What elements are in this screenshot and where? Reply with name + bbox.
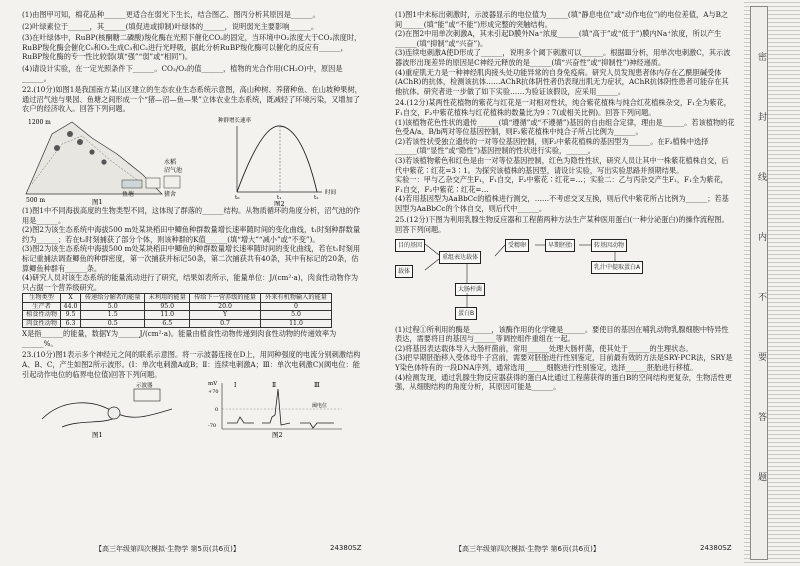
- seal-char: 线: [758, 173, 768, 183]
- question-21-2: (2)叶绿素位于______，其______(填促进或抑制)叶绿体的______，说明弱光主要影响______。: [22, 21, 319, 31]
- table-header-row: [23, 294, 332, 303]
- oscilloscope-label: 示波器: [136, 383, 153, 390]
- fig2-ylabel: 种群增长速率: [218, 117, 252, 124]
- table-cell: 44.0: [61, 302, 81, 311]
- table-cell: 0.5: [81, 319, 145, 328]
- question-23-1: (1)图1中未标出刺激时，示波器显示的电位值为______(填“静息电位”或“动作电位”)的电位差值，A与B之间______(填“能”或“不能”)形成完整的突触结构。: [395, 10, 729, 29]
- fig1-label-rice: 水稻: [164, 158, 177, 166]
- table-cell: 6.5: [145, 319, 190, 328]
- question-23-3: (3)连续电刺激A使D形成了______，说明多个阈下刺激可以______。根据Ⅲ分析，用单次电刺激C，其示波器波形出现差异的原因是C神经元释放的是______(填“兴奋性”或“抑制性”)神经递质。: [395, 48, 731, 67]
- footer-right-code: 24380SZ: [700, 544, 732, 552]
- flow-arrows: [395, 235, 655, 325]
- table-header-cell: 未利用的能量: [145, 294, 190, 303]
- table-header-cell: 传给下一营养级的能量: [190, 294, 261, 303]
- table-cell: 5.0: [261, 311, 332, 320]
- question-21-4: (4)请设计实验，在一定光照条件下______。CO₂/O₂的值______，植物的光合作用(CH₂O)中，原因是______。: [22, 63, 343, 83]
- table-cell: 植食性动物: [23, 311, 61, 320]
- fig1-label-500: 500 m: [26, 196, 46, 204]
- left-page: [22, 10, 362, 540]
- flow-node-recombinant: 重组表达载体: [439, 251, 481, 265]
- fig2-t2: t₂: [314, 194, 319, 201]
- fig4-II: Ⅱ: [272, 382, 277, 390]
- table-cell: 95.0: [145, 302, 190, 311]
- ecology-diagram-svg: [22, 114, 352, 206]
- question-22-4: (4)研究人员对该生态系统的能量流动进行了研究，结果如表所示，能量单位：J/(cm²·a)，肉食性动物作为只占据一个营养级研究。: [22, 273, 359, 292]
- fig4-title: 图2: [272, 431, 283, 440]
- flow-node-ecoli: 大肠杆菌: [455, 283, 485, 297]
- table-cell: 11.0: [261, 319, 332, 328]
- question-22-2: (2)图2为该生态系统中海拔500 m处某块稻田中鲫鱼种群数量增长速率随时间的变化曲线，t₁时刻种群数量约为______；若在t₂时刻捕获了部分个体，则该种群的K值______(填“增大”“减小”或“不变”)。: [22, 225, 361, 244]
- footer-left-code: 24380SZ: [330, 544, 362, 552]
- footer-right: 【高三年级第四次模拟·生物学 第6页(共6页)】: [455, 545, 600, 553]
- flow-node-protein-a: 乳汁中提取蛋白A: [591, 261, 643, 275]
- seal-char: 密: [758, 53, 768, 63]
- table-cell: 11.0: [145, 311, 190, 320]
- table-header-cell: 外来有机物输入的能量: [261, 294, 332, 303]
- fig4-zero: 0: [215, 407, 219, 414]
- question-23-stem: 23.(10分)图1表示多个神经元之间的联系示意图。将一示波器连接在D上，用同种强度的电流分别刺激结构A、B、C，产生如图2所示波形。(Ⅰ：单次电刺激A或B；Ⅱ：连续电刺激A；Ⅲ：单次电刺激C)(阈电位：能引起动作电位的临界电位值)回答下列问题。: [22, 350, 361, 379]
- seal-line-margin: [744, 0, 800, 566]
- footer-left: 【高三年级第四次模拟·生物学 第5页(共6页)】: [95, 545, 240, 553]
- question-24-1: (1)该植物花色性状的遗传______(填“遵循”或“不遵循”)基因的自由组合定律，理由是______。若该植物的花色受A/a、B/b两对等位基因控制，则F₂紫花植株中纯合子所占比例为______。: [395, 117, 735, 137]
- fig1-label-1200: 1200 m: [28, 118, 51, 126]
- question-22-5: X是指______的能量，数据Y为______J/(cm²·a)。能量由植食性动物传递到肉食性动物的传递效率为______%。: [22, 329, 337, 348]
- fig2-xlabel: 时间: [325, 189, 337, 196]
- question-24-4: (4)若用基因型为AaBbCc的植株进行测交，……不考虑交叉互换，则后代中紫花所占比例为______；若基因型为AaBbCc的个体自交，则后代中______。: [395, 194, 729, 213]
- table-cell: 20.0: [190, 302, 261, 311]
- fig4-plus70: +70: [208, 389, 219, 396]
- seal-char: 不: [758, 293, 768, 303]
- question-25-2: (2)将基因表达载体导入大肠杆菌前，常用______处理大肠杆菌，使其处于______的生理状态。: [395, 343, 693, 353]
- flow-node-vector: 载体: [395, 265, 413, 279]
- question-25-3: (3)把早期胚胎移入受体母牛子宫前，需要对胚胎进行性别鉴定，目前最有效的方法是SRY-PCR法，SRY是Y染色体特有的一段DNA序列，通常选用______细胞进行性别鉴定，选择______胚胎进行移植。: [395, 353, 733, 373]
- energy-table: [22, 293, 332, 328]
- question-23-4: (4)重症肌无力是一种神经肌肉接头处功能异常的自身免疫病。研究人员发现患者体内存在乙酰胆碱受体(AChR)的抗体，检测该抗体……AChR抗体阴性者仍表现出肌无力症状，AChR抗体阴性患者可能存在其他抗体。研究者进一步做了如下实验……为验证该假设，应采用______。: [395, 67, 729, 96]
- fig4-III: Ⅲ: [314, 382, 320, 390]
- table-cell: 0.7: [190, 319, 261, 328]
- question-23-2: (2)在图2中用单次刺激A，其未引起D膜外Na⁺浓度______(填“高于”或“低于”)膜内Na⁺浓度，所以产生______(填“抑制”或“兴奋”)。: [395, 29, 722, 48]
- question-25-1: (1)过程①所利用的酶是______，该酶作用的化学键是______。要使目的基因在哺乳动物乳腺细胞中特异性表达，需要将目的基因与______等调控组件重组在一起。: [395, 324, 729, 344]
- question-24-3: (3)若该植物紫色和红色是由一对等位基因控制，红色为隐性性状，研究人员让其中一株紫花植株自交，后代中紫花∶红花=3∶1。为探究该植株的基因型，请设计实验，写出实验思路并预期结果。: [395, 155, 729, 175]
- fig1-title: 图1: [92, 197, 103, 206]
- question-24-experiment: 实验一：甲与乙杂交产生F₁，F₁自交，F₂中紫花∶红花=…；实验二：乙与丙杂交产生F₁，F₁全为紫花，F₁自交，F₂中紫花∶红花=…: [395, 175, 728, 194]
- fig4-I: Ⅰ: [234, 382, 237, 390]
- table-cell: 9.5: [61, 311, 81, 320]
- fig2-t0: t₀: [235, 194, 240, 201]
- table-cell: 肉食性动物: [23, 319, 61, 328]
- seal-char: 封: [758, 113, 768, 123]
- right-page: [395, 10, 735, 540]
- question-24-2: (2)若该性状受独立遗传的一对等位基因控制，则F₂中紫花植株的基因型为______。在F₂植株中选择______(填“显性”或“隐性”)基因控制的性状进行实验，______。: [395, 136, 709, 156]
- fig4-unit: mV: [208, 381, 218, 388]
- flowchart: [395, 235, 655, 325]
- seal-char: 题: [758, 473, 768, 483]
- table-header-cell: 传递给分解者的能量: [81, 294, 145, 303]
- table-cell: 5.0: [81, 302, 145, 311]
- table-header-cell: 生物类型: [23, 294, 61, 303]
- figure-ecology: [22, 114, 362, 206]
- question-21-3: (3)在叶绿体中，RuBP(核酮糖二磷酸)羧化酶在光照下催化CO₂的固定，当环境中O₂浓度大于CO₂浓度时，RuBP羧化酶会催化C₅和O₂生成C₃和C₂进行光呼吸，据此分析RuBP羧化酶可以催化的反应有______，RuBP羧化酶的专一性比较弱(填“强”“弱”或“相同”)。: [22, 33, 362, 62]
- flow-node-protein-b: 蛋白B: [455, 307, 477, 321]
- seal-char: 内: [758, 233, 768, 243]
- flow-node-animal: 转基因动物: [591, 239, 627, 253]
- fig1-label-pond: 鱼塘: [122, 190, 135, 198]
- flow-node-embryo: 早期胚胎: [545, 239, 575, 253]
- flow-node-gene: 目的基因: [395, 239, 425, 253]
- table-cell: 6.3: [61, 319, 81, 328]
- fig4-minus70: -70: [208, 423, 217, 430]
- fig2-t1: t₁: [277, 194, 282, 201]
- figure-neurons: [22, 379, 362, 439]
- question-22-stem: 22.(10分)如图1是我国南方某山区建立的生态农业生态系统示意图，高山种树、养猪种鱼、在山坡种果树，通过沼气池与果园、鱼塘之间形成一个“猪—沼—鱼—果”立体农业生态系统，既减轻了环境污染，又增加了农户的经济收入。回答下列问题。: [22, 85, 362, 114]
- fig1-label-pig: 猪舍: [164, 190, 177, 198]
- fig3-title: 图1: [92, 431, 103, 440]
- question-22-3: (3)图2为该生态系统中海拔500 m处某块稻田中鲫鱼的种群数量增长速率随时间的变化曲线，若在t₁时刻用标记重捕法调查鲫鱼的种群密度，第一次捕获并标记50条，第二次捕获共有40条，其中有标记的20条，估算鲫鱼种群有______条。: [22, 244, 361, 273]
- question-25-4: (4)检测发现，通过乳腺生物反应器获得的蛋白A比通过工程菌获得的蛋白B的空间结构更复杂，生物活性更强，从细胞结构的角度分析，其原因可能是______。: [395, 372, 732, 392]
- question-21-1: (1)由图甲可知，棉花品种______更适合在弱光下生长，结合图乙、图丙分析其原因是______。: [22, 10, 320, 19]
- table-row: [23, 319, 332, 328]
- table-header-cell: X: [61, 294, 81, 303]
- question-24-stem: 24.(12分)某两性花植物的紫花与红花是一对相对性状，纯合紫花植株与纯合红花植株杂交，F₁全为紫花，F₁自交，F₂中紫花植株与红花植株的数量比为9∶7(或相关比例)。回答下列问题。: [395, 98, 731, 117]
- question-25-stem: 25.(12分)下图为利用乳腺生物反应器和工程菌两种方法生产某种医用蛋白(一种分泌蛋白)的操作流程图。回答下列问题。: [395, 215, 729, 235]
- fig1-label-biogas: 沼气池: [164, 166, 183, 174]
- table-cell: 生产者: [23, 302, 61, 311]
- fig2-title: 图2: [274, 199, 285, 206]
- fig4-threshold: 阈电位: [312, 403, 328, 410]
- seal-char: 要: [758, 353, 768, 363]
- flow-node-zygote: 受精卵: [505, 239, 529, 253]
- fig2-chart: [218, 116, 337, 206]
- seal-char: 答: [758, 413, 768, 423]
- neuron-diagram-svg: [22, 379, 352, 439]
- table-cell: 0: [261, 302, 332, 311]
- table-cell: 1.5: [81, 311, 145, 320]
- question-22-1: (1)图1中不同海拔高度的生物类型不同，这体现了群落的______结构。从物质循环的角度分析，沼气池的作用是______。: [22, 205, 361, 225]
- table-row: [23, 302, 332, 311]
- table-cell: Y: [190, 311, 261, 320]
- table-row: [23, 311, 332, 320]
